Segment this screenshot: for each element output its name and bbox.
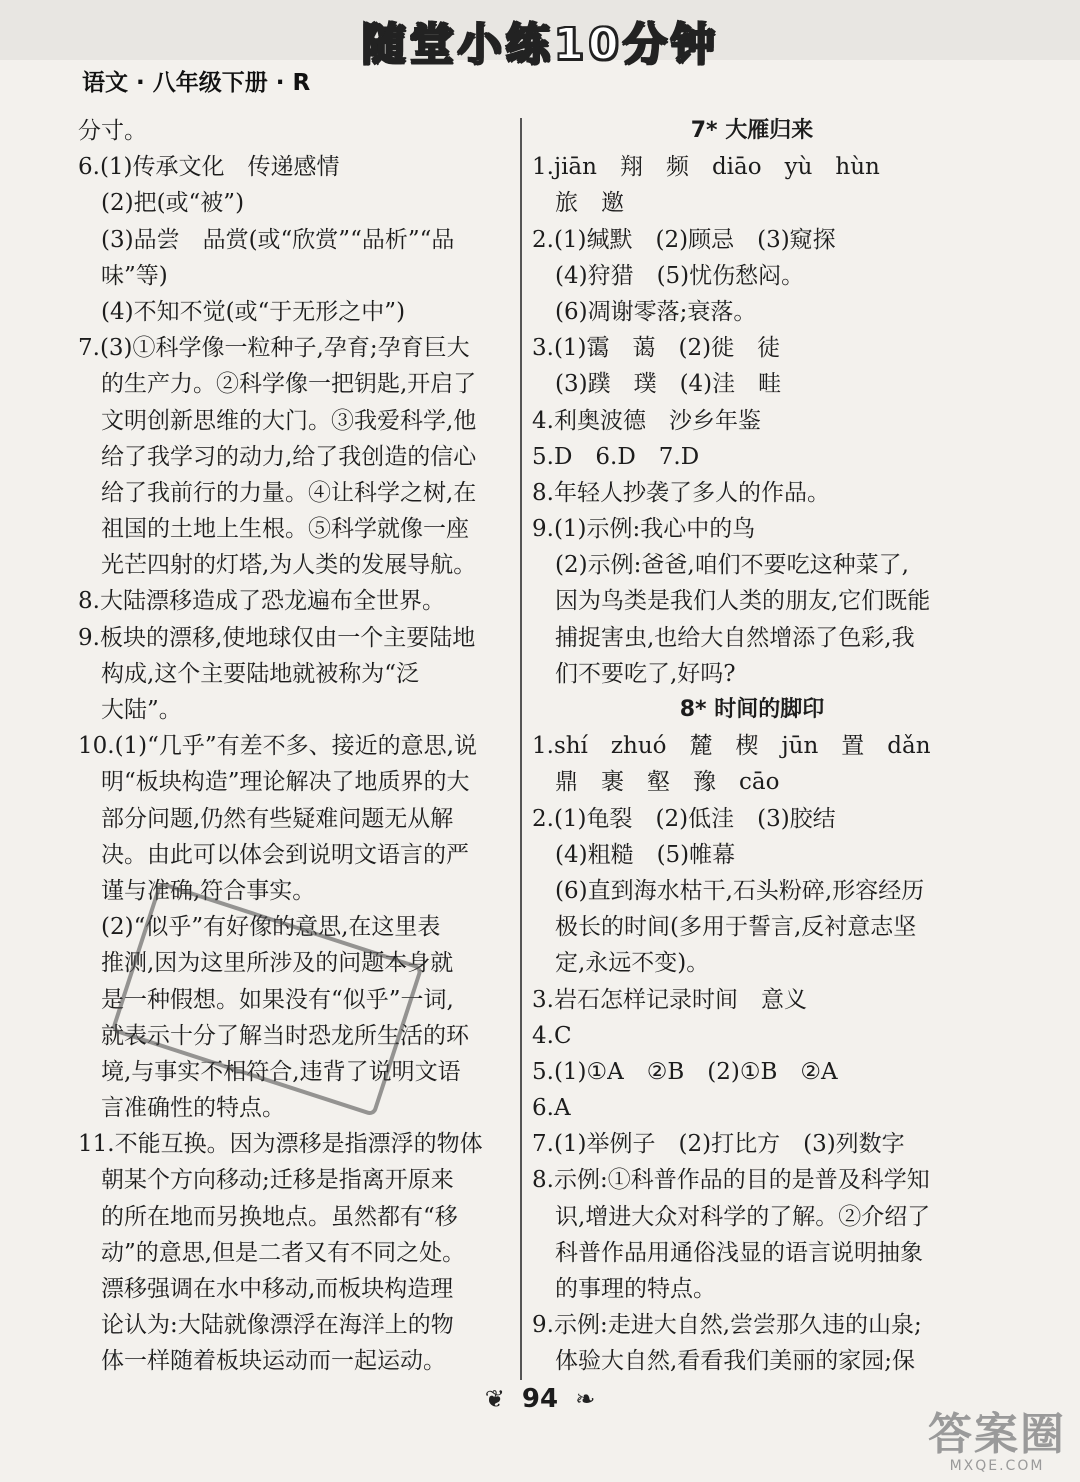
answer-line: 朝某个方向移动;迁移是指离开原来 <box>78 1167 454 1194</box>
answer-line: 6.A <box>532 1095 571 1122</box>
answer-line: 们不要吃了,好吗? <box>532 660 736 687</box>
ornament-left-icon: ❦ <box>484 1385 505 1413</box>
answer-line: 动”的意思,但是二者又有不同之处。 <box>78 1239 466 1266</box>
answer-line: (2)把(或“被”) <box>78 190 245 217</box>
answer-line: 科普作品用通俗浅显的语言说明抽象 <box>532 1239 923 1266</box>
answer-line: 8.大陆漂移造成了恐龙遍布全世界。 <box>78 588 445 615</box>
answer-line: 7.(1)举例子 (2)打比方 (3)列数字 <box>532 1131 905 1158</box>
watermark-main: 答案圈 <box>928 1409 1066 1460</box>
answer-line: 给了我学习的动力,给了我创造的信心 <box>78 443 477 470</box>
answer-line: 的事理的特点。 <box>532 1276 716 1302</box>
subject-label: 语文 · 八年级下册 · R <box>82 70 311 96</box>
section-heading: 8* 时间的脚印 <box>679 697 825 722</box>
answer-line: 构成,这个主要陆地就被称为“泛 <box>78 660 420 687</box>
answer-line: 因为鸟类是我们人类的朋友,它们既能 <box>532 588 931 615</box>
answer-line: 极长的时间(多用于誓言,反衬意志坚 <box>532 914 917 941</box>
answer-line: 分寸。 <box>78 118 147 144</box>
answer-line: 2.(1)缄默 (2)顾忌 (3)窥探 <box>532 226 836 253</box>
answer-line: 6.(1)传承文化 传递感情 <box>78 154 340 181</box>
answer-line: (3)蹼 璞 (4)洼 畦 <box>532 371 782 398</box>
answer-line: 旅 邀 <box>532 190 624 217</box>
answer-line: 文明创新思维的大门。③我爱科学,他 <box>78 407 477 434</box>
answer-line: 7.(3)①科学像一粒种子,孕育;孕育巨大 <box>78 335 470 362</box>
answer-line: 的生产力。②科学像一把钥匙,开启了 <box>78 371 477 398</box>
answer-line: 明“板块构造”理论解决了地质界的大 <box>78 769 470 796</box>
answer-line: 言准确性的特点。 <box>78 1095 285 1122</box>
answer-line: 决。由此可以体会到说明文语言的严 <box>78 841 469 868</box>
ornament-right-icon: ❧ <box>575 1385 596 1413</box>
answer-line: (6)凋谢零落;衰落。 <box>532 298 757 325</box>
answer-line: 体一样随着板块运动而一起运动。 <box>78 1348 446 1375</box>
answer-line: 光芒四射的灯塔,为人类的发展导航。 <box>78 552 477 579</box>
answer-line: 的所在地而另换地点。虽然都有“移 <box>78 1203 458 1230</box>
answer-line: 8.示例:①科普作品的目的是普及科学知 <box>532 1167 930 1194</box>
answer-line: 鼎 裹 壑 豫 cāo <box>532 769 780 796</box>
watermark-sub: MXQE.COM <box>949 1458 1045 1474</box>
answer-line: 是一种假想。如果没有“似乎”一词, <box>78 986 454 1013</box>
answer-line: 体验大自然,看看我们美丽的家园;保 <box>532 1348 916 1375</box>
answer-line: 味”等) <box>78 262 168 289</box>
answer-line: (2)示例:爸爸,咱们不要吃这种菜了, <box>532 552 909 579</box>
answer-line: 大陆”。 <box>78 697 182 723</box>
answer-line: 捕捉害虫,也给大自然增添了色彩,我 <box>532 624 915 651</box>
watermark-logo <box>928 1409 1066 1474</box>
right-column <box>532 113 972 1380</box>
answer-line: 10.(1)“几乎”有差不多、接近的意思,说 <box>78 733 477 760</box>
answer-line: (3)品尝 品赏(或“欣赏”“品析”“品 <box>78 226 455 253</box>
answer-line: 9.板块的漂移,使地球仅由一个主要陆地 <box>78 624 476 651</box>
column-divider <box>520 118 522 1380</box>
answer-line: 3.(1)霭 蔼 (2)徙 徒 <box>532 335 781 362</box>
answer-line: 9.(1)示例:我心中的鸟 <box>532 516 756 543</box>
answer-line: 1.jiān 翔 频 diāo yù hùn <box>532 154 880 181</box>
answer-line: 定,永远不变)。 <box>532 950 710 977</box>
answer-line: 祖国的土地上生根。⑤科学就像一座 <box>78 516 469 543</box>
header-banner <box>0 0 1080 70</box>
answer-line: 部分问题,仍然有些疑难问题无从解 <box>78 805 454 832</box>
answer-line: 推测,因为这里所涉及的问题本身就 <box>78 950 454 977</box>
answer-line: 3.岩石怎样记录时间 意义 <box>532 986 807 1013</box>
answer-line: 1.shí zhuó 麓 楔 jūn 置 dǎn <box>532 733 931 760</box>
section-heading: 7* 大雁归来 <box>690 118 814 143</box>
answer-line: (4)粗糙 (5)帷幕 <box>532 841 736 868</box>
answer-line: (4)不知不觉(或“于无形之中”) <box>78 298 406 325</box>
answer-line: 论认为:大陆就像漂浮在海洋上的物 <box>78 1312 454 1339</box>
answer-line: (2)“似乎”有好像的意思,在这里表 <box>78 914 441 941</box>
answer-line: (6)直到海水枯干,石头粉碎,形容经历 <box>532 877 925 904</box>
answer-line: 谨与准确,符合事实。 <box>78 877 316 904</box>
answer-line: 漂移强调在水中移动,而板块构造理 <box>78 1276 454 1302</box>
answer-line: 4.C <box>532 1022 572 1049</box>
answer-line: 给了我前行的力量。④让科学之树,在 <box>78 479 477 506</box>
answer-line: 5.D 6.D 7.D <box>532 443 700 470</box>
answer-line: 8.年轻人抄袭了多人的作品。 <box>532 479 830 506</box>
answer-line: 境,与事实不相符合,违背了说明文语 <box>78 1058 461 1085</box>
page-footer <box>0 1384 1080 1414</box>
answer-line: 11.不能互换。因为漂移是指漂浮的物体 <box>78 1131 483 1158</box>
answer-line: 4.利奥波德 沙乡年鉴 <box>532 407 761 434</box>
banner-title: 随堂小练10分钟 <box>361 19 719 70</box>
answer-line: (4)狩猎 (5)忧伤愁闷。 <box>532 262 805 289</box>
page-number: 94 <box>521 1384 559 1414</box>
left-column <box>78 113 508 1380</box>
answer-line: 9.示例:走进大自然,尝尝那久违的山泉; <box>532 1312 922 1339</box>
answer-line: 识,增进大众对科学的了解。②介绍了 <box>532 1203 931 1230</box>
answer-line: 就表示十分了解当时恐龙所生活的环 <box>78 1022 469 1049</box>
answer-line: 5.(1)①A ②B (2)①B ②A <box>532 1058 838 1085</box>
answer-line: 2.(1)龟裂 (2)低洼 (3)胶结 <box>532 805 836 832</box>
